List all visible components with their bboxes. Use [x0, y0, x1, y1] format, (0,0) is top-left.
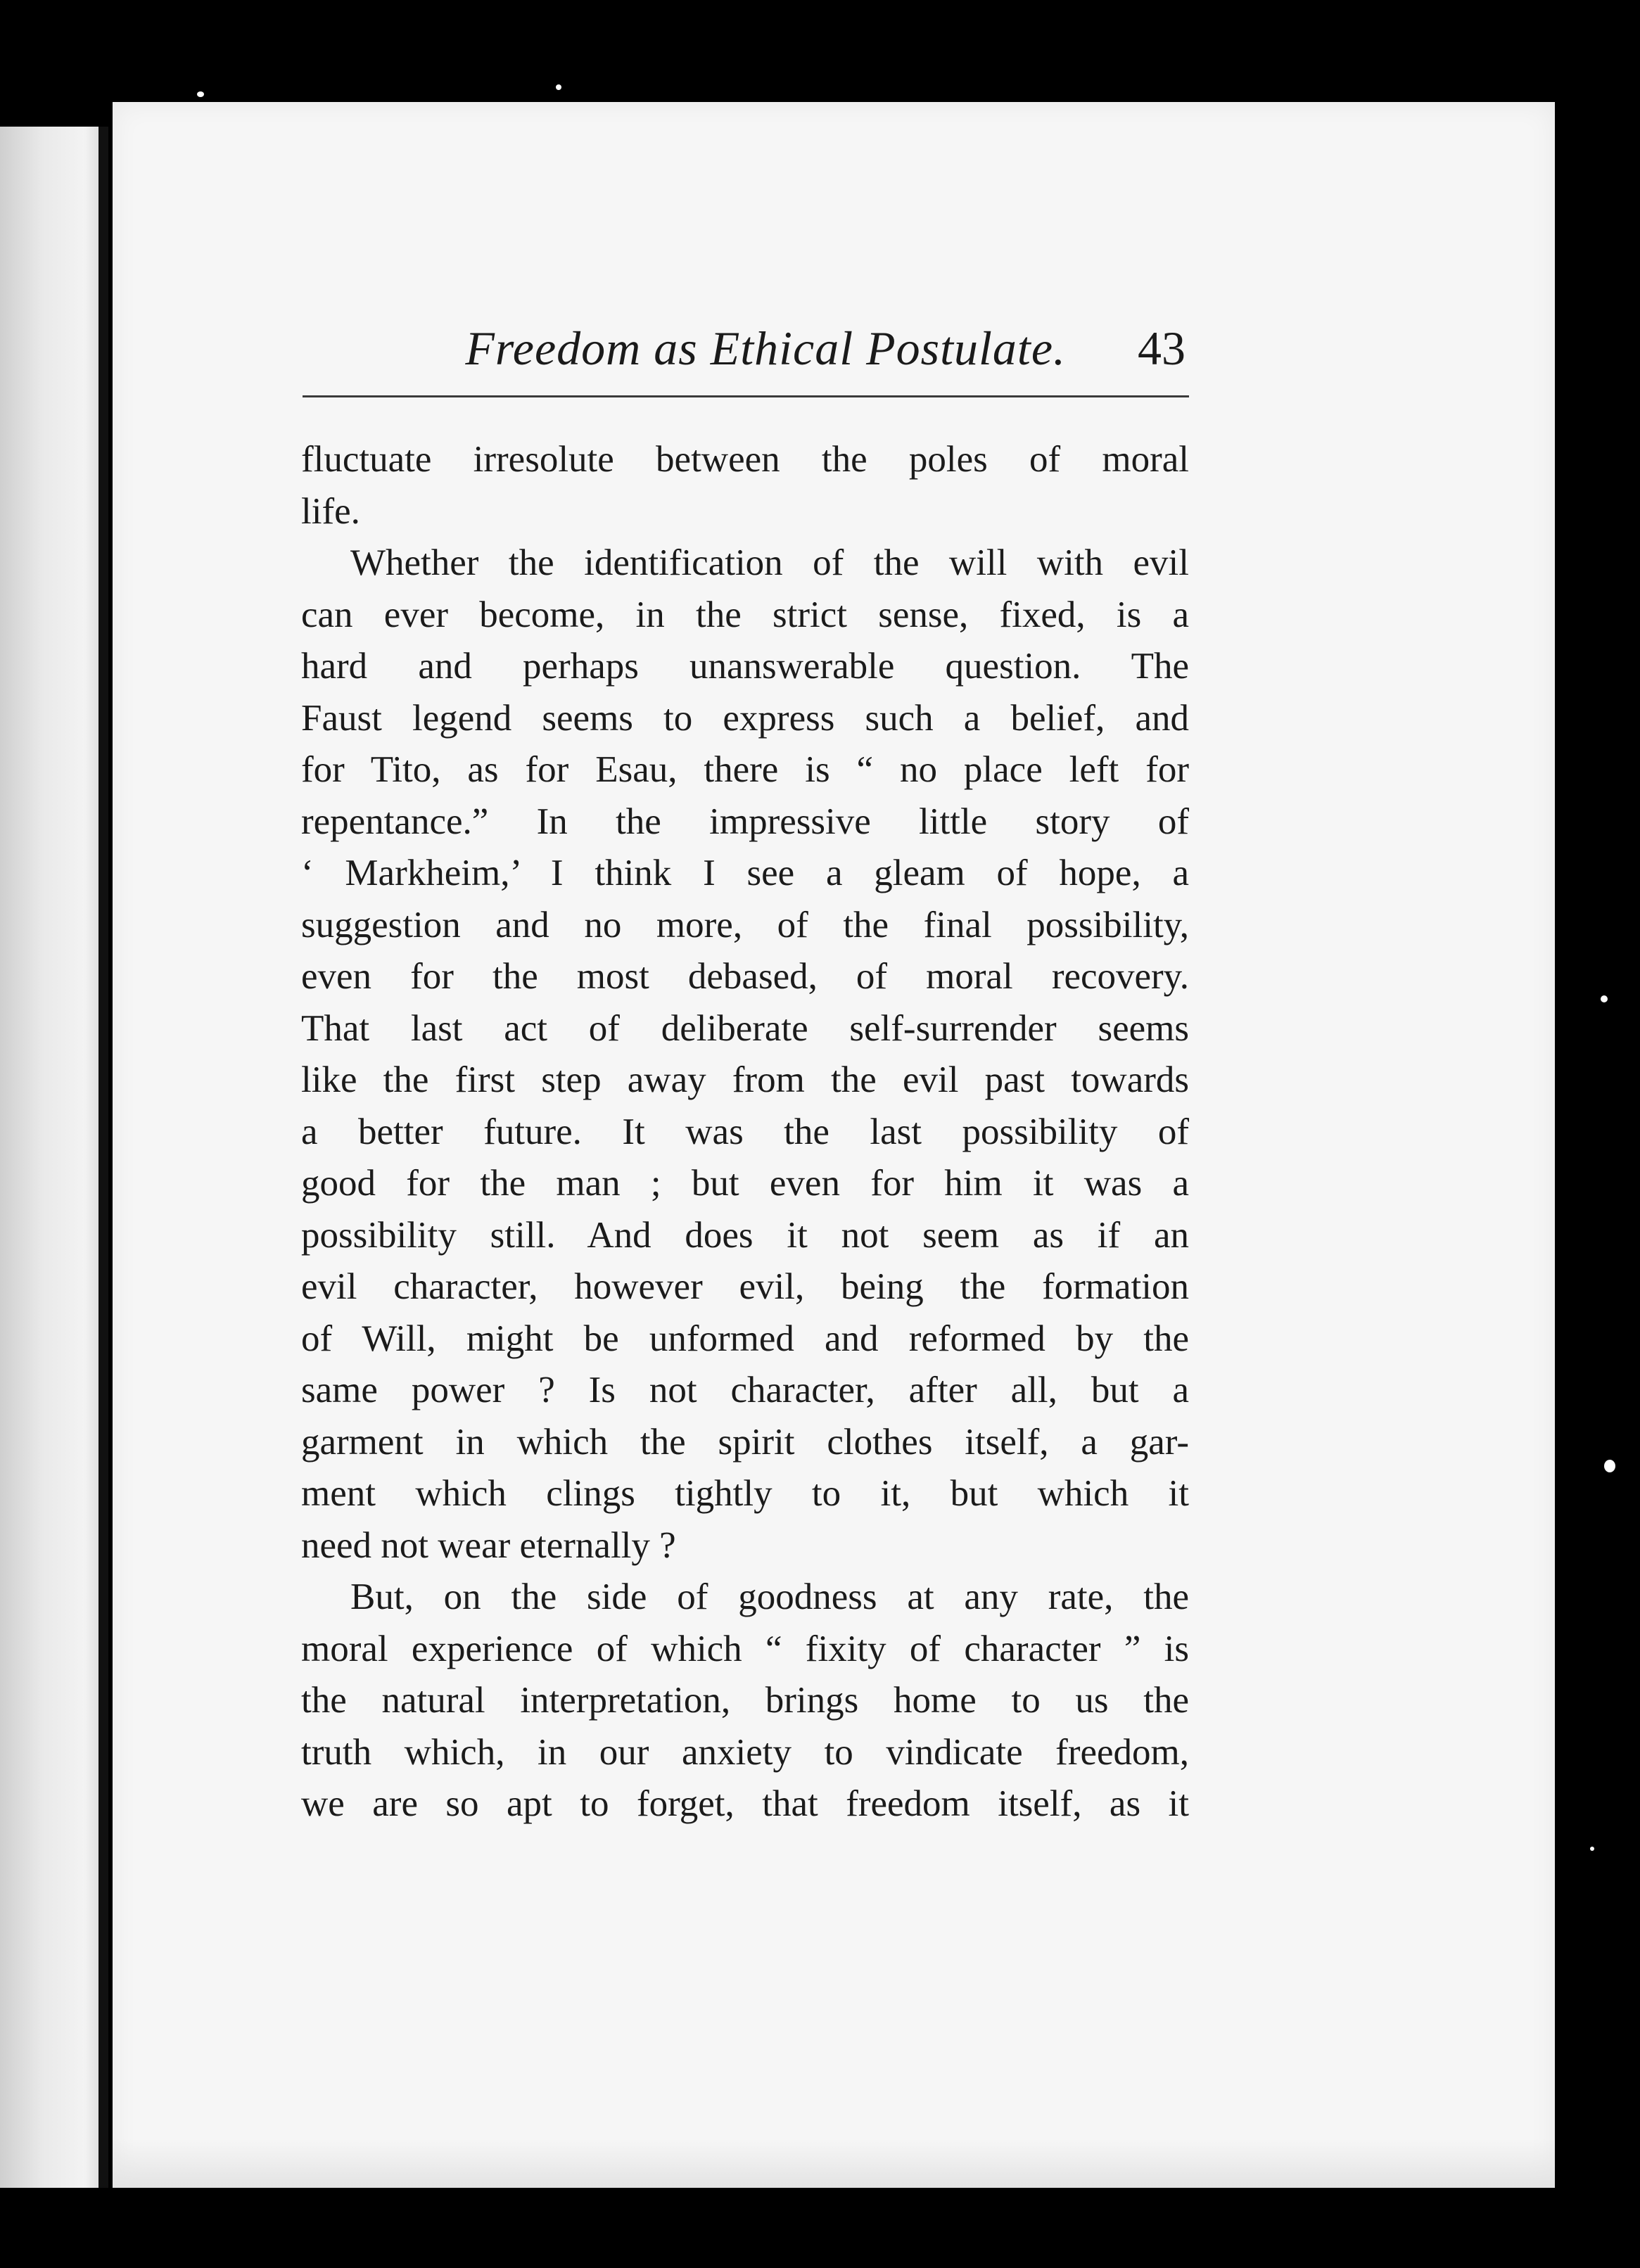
book-gutter: [98, 127, 108, 2188]
previous-page-edge: [0, 127, 106, 2188]
paragraph: [301, 537, 1189, 1572]
body-text: [301, 434, 1189, 1830]
text-line: hard and perhaps unanswerable question. The: [301, 646, 1189, 687]
text-line: of Will, might be unformed and reformed by the: [301, 1318, 1189, 1359]
text-line: ment which clings tightly to it, but which it: [301, 1473, 1189, 1514]
text-line: That last act of deliberate self-surrender seems: [301, 1007, 1189, 1049]
text-line: garment in which the spirit clothes itself, a gar-: [301, 1421, 1189, 1463]
text-line: need not wear eternally ?: [301, 1524, 676, 1566]
scan-speck: [1590, 1847, 1594, 1851]
text-line: ‘ Markheim,’ I think I see a gleam of hope, a: [301, 853, 1189, 893]
text-line: good for the man ; but even for him it was a: [301, 1163, 1189, 1204]
text-line: But, on the side of goodness at any rate, the: [350, 1576, 1189, 1617]
scan-speck: [1604, 1460, 1615, 1472]
text-line: suggestion and no more, of the final possibility,: [301, 904, 1189, 945]
text-line: for Tito, as for Esau, there is “ no place left for: [301, 749, 1189, 790]
running-header: [303, 310, 1189, 387]
text-line: evil character, however evil, being the formation: [301, 1266, 1189, 1307]
text-line: Whether the identification of the will with evil: [350, 542, 1189, 583]
text-line: repentance.” In the impressive little story of: [301, 801, 1189, 842]
paragraph: [301, 434, 1189, 537]
text-line: a better future. It was the last possibility of: [301, 1111, 1189, 1152]
scan-speck: [197, 91, 204, 97]
text-line: can ever become, in the strict sense, fixed, is a: [301, 594, 1189, 635]
text-line: Faust legend seems to express such a belief, and: [301, 697, 1189, 739]
text-line: even for the most debased, of moral recovery.: [301, 956, 1189, 997]
text-line: like the first step away from the evil past towards: [301, 1059, 1189, 1100]
running-title: Freedom as Ethical Postulate.: [465, 321, 1066, 375]
page-number: 43: [1138, 321, 1185, 375]
text-line: life.: [301, 490, 360, 532]
text-line: we are so apt to forget, that freedom itself, as it: [301, 1783, 1189, 1824]
text-line: moral experience of which “ fixity of character ” is: [301, 1628, 1189, 1669]
text-line: truth which, in our anxiety to vindicate freedom,: [301, 1731, 1189, 1773]
text-line: fluctuate irresolute between the poles of moral: [301, 439, 1189, 480]
text-line: the natural interpretation, brings home to us the: [301, 1680, 1189, 1721]
text-line: possibility still. And does it not seem as if an: [301, 1214, 1189, 1256]
text-line: same power ? Is not character, after all, but a: [301, 1370, 1189, 1410]
paragraph: [301, 1572, 1189, 1830]
header-rule: [303, 395, 1189, 397]
scan-speck: [556, 84, 561, 90]
scan-speck: [1601, 995, 1608, 1002]
page-bottom-shadow: [113, 2139, 1555, 2188]
